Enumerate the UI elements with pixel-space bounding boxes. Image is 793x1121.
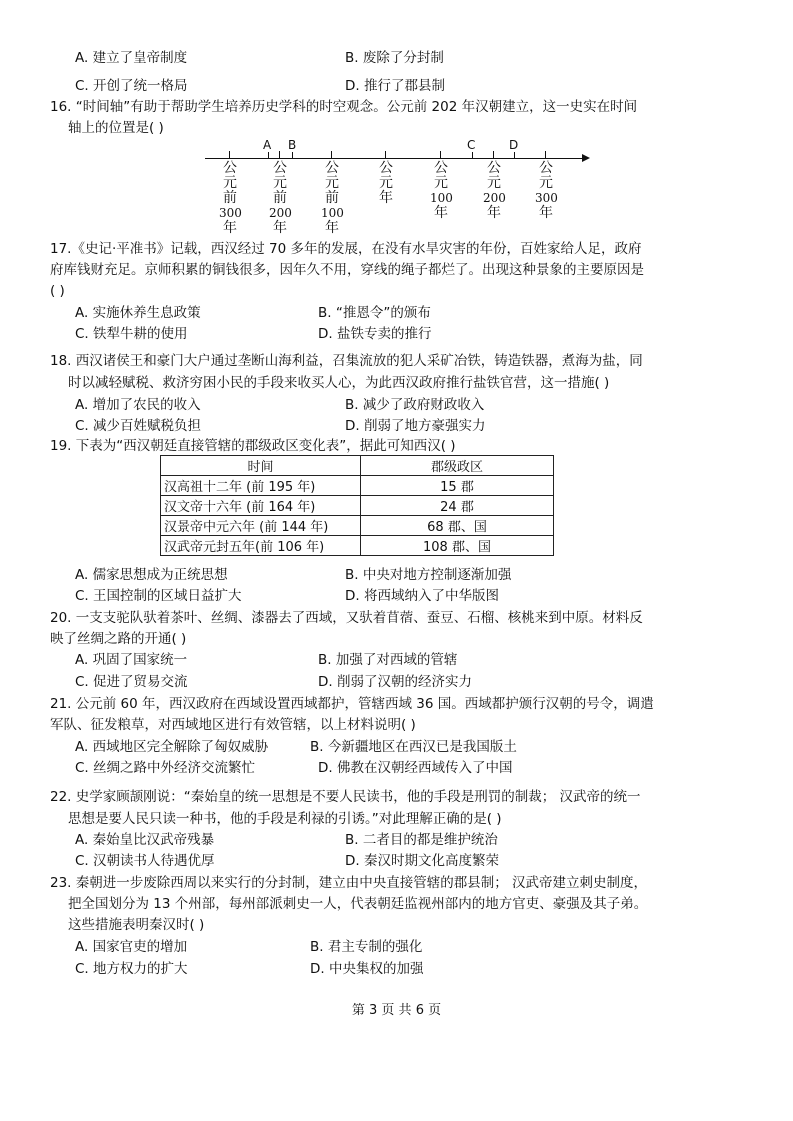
table-cell-time: 汉文帝十六年 (前 164 年): [161, 496, 361, 516]
q15-option-c: C. 开创了统一格局: [75, 78, 188, 94]
timeline-axis: [205, 158, 583, 159]
timeline-marker-b: B: [288, 138, 297, 152]
q22-stem-line1: 22. 史学家顾颉刚说：“秦始皇的统一思想是不要人民读书，他的手段是刑罚的制裁； 汉武帝的统一: [50, 789, 641, 805]
q18-option-b: B. 减少了政府财政收入: [345, 397, 485, 413]
q19-option-d: D. 将西域纳入了中华版图: [345, 588, 499, 604]
q21-option-d: D. 佛教在汉朝经西域传入了中国: [318, 760, 513, 776]
table-cell-time: 汉武帝元封五年(前 106 年): [161, 536, 361, 556]
page-footer: 第 3 页 共 6 页: [351, 1003, 442, 1018]
q21-option-a: A. 西域地区完全解除了匈奴威胁: [75, 739, 269, 755]
timeline-label-200bc: 公 元 前 200 年: [269, 160, 292, 236]
q18-option-d: D. 削弱了地方豪强实力: [345, 418, 486, 434]
q18-option-a: A. 增加了农民的收入: [75, 397, 201, 413]
q15-option-a: A. 建立了皇帝制度: [75, 50, 188, 66]
timeline-label-year-0: 公 元 年: [379, 160, 393, 206]
q20-stem-line1: 20. 一支支驼队驮着茶叶、丝绸、漆器去了西域，又驮着苜蓿、蚕豆、石榴、核桃来到中原。材料反: [50, 610, 643, 626]
timeline-label-300ad: 公 元 300 年: [535, 160, 558, 221]
timeline-marker-d: D: [509, 138, 519, 152]
timeline-tick: [229, 151, 230, 159]
timeline-tick: [331, 151, 332, 159]
q22-option-b: B. 二者目的都是维护统治: [345, 832, 498, 848]
q22-option-d: D. 秦汉时期文化高度繁荣: [345, 853, 499, 869]
q21-option-c: C. 丝绸之路中外经济交流繁忙: [75, 760, 256, 776]
timeline-marker-tick: [514, 152, 515, 158]
table-cell-region: 108 郡、国: [361, 536, 554, 556]
table-header-region: 郡级政区: [361, 456, 554, 476]
table-cell-region: 15 郡: [361, 476, 554, 496]
timeline-tick: [545, 151, 546, 159]
q19-option-c: C. 王国控制的区域日益扩大: [75, 588, 242, 604]
q23-option-b: B. 君主专制的强化: [310, 939, 423, 955]
timeline-marker-tick: [292, 152, 293, 158]
q17-stem-line2: 府库钱财充足。京师积累的铜钱很多，因年久不用，穿线的绳子都烂了。出现这种景象的主要原因是: [50, 262, 644, 278]
q23-stem-line2: 把全国划分为 13 个州部，每州部派刺史一人，代表朝廷监视州部内的地方官吏、豪强及其子弟。: [68, 896, 648, 912]
q22-option-c: C. 汉朝读书人待遇优厚: [75, 853, 215, 869]
q17-option-d: D. 盐铁专卖的推行: [318, 326, 432, 342]
q15-option-d: D. 推行了郡县制: [345, 78, 445, 94]
q20-option-c: C. 促进了贸易交流: [75, 674, 188, 690]
table-cell-time: 汉高祖十二年 (前 195 年): [161, 476, 361, 496]
table-cell-region: 68 郡、国: [361, 516, 554, 536]
timeline-label-200ad: 公 元 200 年: [483, 160, 506, 221]
q15-option-b: B. 废除了分封制: [345, 50, 444, 66]
q16-stem-line2: 轴上的位置是( ): [68, 120, 164, 136]
q19-option-a: A. 儒家思想成为正统思想: [75, 567, 228, 583]
q23-stem-line1: 23. 秦朝进一步废除西周以来实行的分封制，建立由中央直接管辖的郡县制； 汉武帝建立刺史制度，: [50, 875, 648, 891]
table-row: [161, 476, 554, 496]
q22-stem-line2: 思想是要人民只读一种书，他的手段是利禄的引诱。”对此理解正确的是( ): [68, 811, 502, 827]
timeline-tick: [493, 151, 494, 159]
timeline-tick: [279, 151, 280, 159]
timeline-label-100ad: 公 元 100 年: [430, 160, 453, 221]
q18-stem-line2: 时以减轻赋税、救济穷困小民的手段来收买人心，为此西汉政府推行盐铁官营，这一措施( ): [68, 375, 610, 391]
q16-stem-line1: 16. “时间轴”有助于帮助学生培养历史学科的时空观念。公元前 202 年汉朝建立，这一史实在时间: [50, 99, 638, 115]
q23-option-c: C. 地方权力的扩大: [75, 961, 188, 977]
q20-stem-line2: 映了丝绸之路的开通( ): [50, 631, 187, 647]
q20-option-b: B. 加强了对西域的管辖: [318, 652, 458, 668]
table-cell-region: 24 郡: [361, 496, 554, 516]
q17-option-a: A. 实施休养生息政策: [75, 305, 201, 321]
q17-stem-line3: ( ): [50, 283, 65, 299]
table-header-time: 时间: [161, 456, 361, 476]
q21-option-b: B. 今新疆地区在西汉已是我国版土: [310, 739, 517, 755]
q17-option-c: C. 铁犁牛耕的使用: [75, 326, 188, 342]
q17-stem-line1: 17.《史记·平准书》记载，西汉经过 70 多年的发展，在没有水旱灾害的年份，百姓家给人足，政府: [50, 241, 642, 257]
timeline-marker-c: C: [467, 138, 476, 152]
timeline-tick: [440, 151, 441, 159]
q18-option-c: C. 减少百姓赋税负担: [75, 418, 202, 434]
table-row: [161, 516, 554, 536]
table-cell-time: 汉景帝中元六年 (前 144 年): [161, 516, 361, 536]
timeline-marker-a: A: [263, 138, 272, 152]
q23-option-a: A. 国家官吏的增加: [75, 939, 188, 955]
q20-option-a: A. 巩固了国家统一: [75, 652, 188, 668]
q19-table: [160, 455, 554, 556]
timeline-arrow-icon: [582, 154, 590, 162]
table-row: [161, 536, 554, 556]
q19-stem: 19. 下表为“西汉朝廷直接管辖的郡级政区变化表”，据此可知西汉( ): [50, 438, 456, 454]
timeline-marker-tick: [472, 152, 473, 158]
q22-option-a: A. 秦始皇比汉武帝残暴: [75, 832, 215, 848]
timeline-tick: [385, 151, 386, 159]
q21-stem-line1: 21. 公元前 60 年，西汉政府在西域设置西域都护，管辖西域 36 国。西域都护颁行汉朝的号令，调遣: [50, 696, 654, 712]
table-header-row: [161, 456, 554, 476]
timeline-label-100bc: 公 元 前 100 年: [321, 160, 344, 236]
table-row: [161, 496, 554, 516]
q19-option-b: B. 中央对地方控制逐渐加强: [345, 567, 512, 583]
timeline-label-300bc: 公 元 前 300 年: [219, 160, 242, 236]
q23-option-d: D. 中央集权的加强: [310, 961, 424, 977]
q20-option-d: D. 削弱了汉朝的经济实力: [318, 674, 472, 690]
q17-option-b: B. “推恩令”的颁布: [318, 305, 431, 321]
timeline-marker-tick: [268, 152, 269, 158]
q18-stem-line1: 18. 西汉诸侯王和豪门大户通过垄断山海利益，召集流放的犯人采矿冶铁，铸造铁器，煮海为盐，同: [50, 353, 643, 369]
q21-stem-line2: 军队、征发粮草，对西域地区进行有效管辖，以上材料说明( ): [50, 717, 416, 733]
q23-stem-line3: 这些措施表明秦汉时( ): [68, 917, 205, 933]
